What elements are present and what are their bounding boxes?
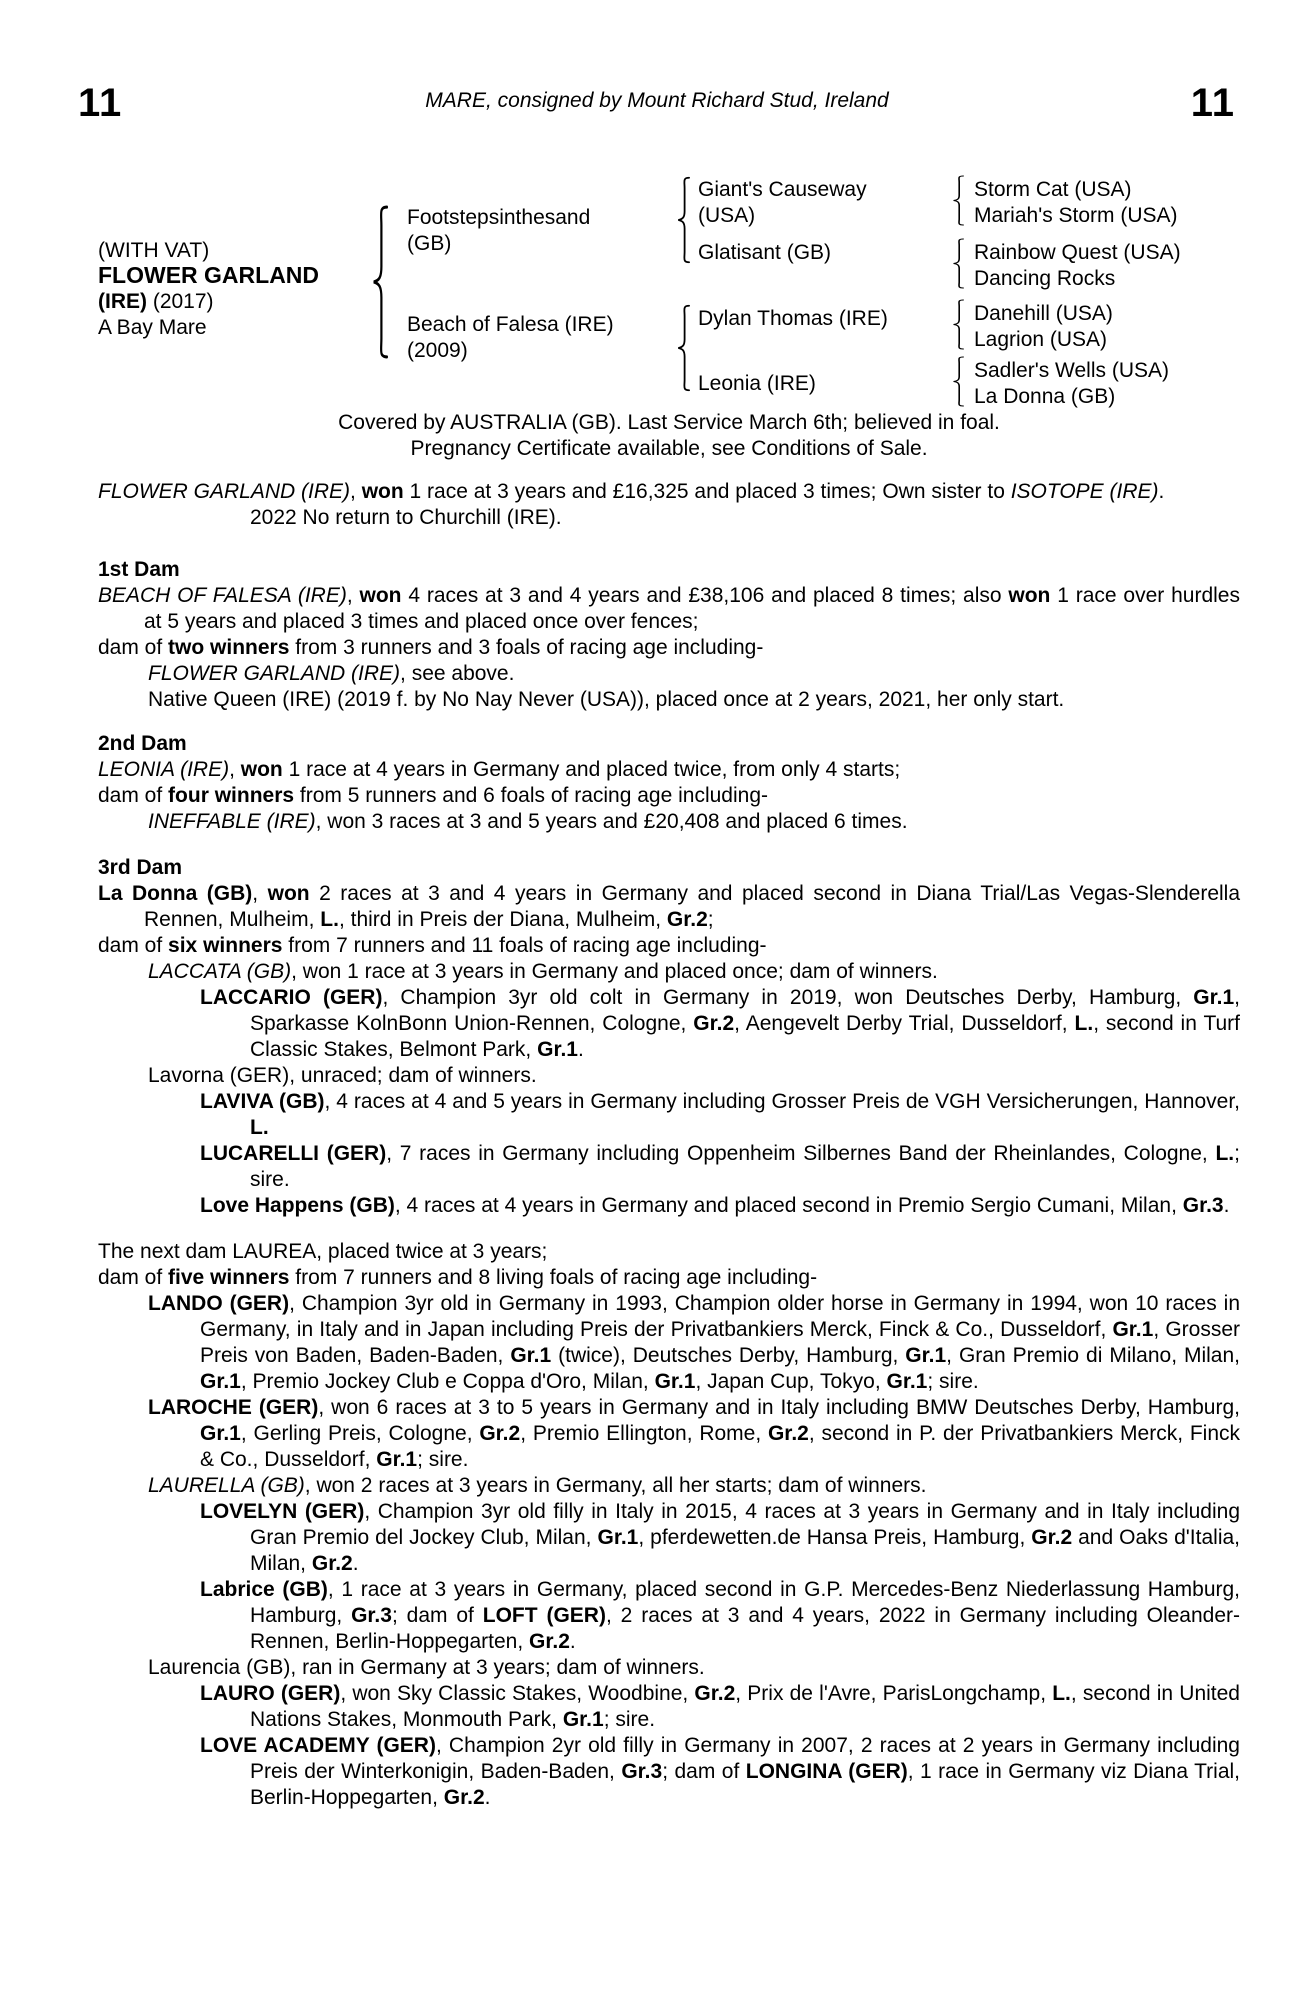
para-native-queen: Native Queen (IRE) (2019 f. by No Nay Never (USA)), placed once at 2 years, 2021, her only start. bbox=[148, 688, 1065, 711]
para-laccario: LACCARIO (GER), Champion 3yr old colt in Germany in 2019, won Deutsches Derby, Hamburg, Gr.1, Sparkasse KolnBonn Union-Rennen, Cologne, Gr.2, Aengevelt Derby Trial, Dusseldorf, L., second in Turf Classic Stakes, Belmont Park, Gr.1. bbox=[200, 986, 1241, 1061]
gg-danehill: Danehill (USA) bbox=[974, 302, 1113, 325]
lot-number-right: 11 bbox=[1190, 81, 1235, 125]
sire-dam: Glatisant (GB) bbox=[698, 241, 832, 264]
para-love-happens: Love Happens (GB), 4 races at 4 years in Germany and placed second in Premio Sergio Cumani, Milan, Gr.3. bbox=[200, 1194, 1230, 1217]
gg-la-donna: La Donna (GB) bbox=[974, 385, 1116, 408]
sire-sire-line2: (USA) bbox=[698, 204, 756, 227]
para-laurella: LAURELLA (GB), won 2 races at 3 years in Germany, all her starts; dam of winners. bbox=[148, 1474, 927, 1497]
para-laurencia: Laurencia (GB), ran in Germany at 3 years; dam of winners. bbox=[148, 1656, 705, 1679]
para-beach-of-falesa: BEACH OF FALESA (IRE), won 4 races at 3 and 4 years and £38,106 and placed 8 times; also won 1 race over hurdles at 5 years and placed 3 times and placed once over fences; bbox=[98, 584, 1240, 633]
subject-suffix-year bbox=[98, 289, 214, 315]
sire-name-line2: (GB) bbox=[407, 232, 452, 255]
subject-foaled: (2017) bbox=[147, 290, 214, 313]
para-love-academy: LOVE ACADEMY (GER), Champion 2yr old filly in Germany in 2007, 2 races at 2 years in Germany including Preis der Winterkonigin, Baden-Baden, Gr.3; dam of LONGINA (GER), 1 race in Germany viz Diana Trial, Berlin-Hoppegarten, Gr.2. bbox=[200, 1734, 1240, 1809]
para-dam2-produce-summary: dam of four winners from 5 runners and 6 foals of racing age including- bbox=[98, 784, 768, 807]
para-dam1-produce-summary: dam of two winners from 3 runners and 3 foals of racing age including- bbox=[98, 636, 764, 659]
heading-2nd-dam: 2nd Dam bbox=[98, 732, 187, 755]
para-next-dam-laurea: The next dam LAUREA, placed twice at 3 years; bbox=[98, 1240, 548, 1263]
pedigree-brace-gg2 bbox=[948, 238, 964, 289]
gg-sadlers-wells: Sadler's Wells (USA) bbox=[974, 359, 1169, 382]
pedigree-brace-sire bbox=[672, 176, 690, 264]
para-lando: LANDO (GER), Champion 3yr old in Germany in 1993, Champion older horse in Germany in 1994, won 10 races in Germany, in Italy and in Japan including Preis der Privatbankiers Merck, Finck & Co., Dusseldorf, Gr.1, Grosser Preis von Baden, Baden-Baden, Gr.1 (twice), Deutsches Derby, Hamburg, Gr.1, Gran Premio di Milano, Milan, Gr.1, Premio Jockey Club e Coppa d'Oro, Milan, Gr.1, Japan Cup, Tokyo, Gr.1; sire. bbox=[148, 1292, 1240, 1393]
para-ineffable: INEFFABLE (IRE), won 3 races at 3 and 5 years and £20,408 and placed 6 times. bbox=[148, 810, 908, 833]
para-flower-garland-see-above: FLOWER GARLAND (IRE), see above. bbox=[148, 662, 515, 685]
dam-dam: Leonia (IRE) bbox=[698, 372, 816, 395]
dam-name-line2: (2009) bbox=[407, 339, 468, 362]
subject-name: FLOWER GARLAND bbox=[98, 262, 320, 288]
sire-name-line1: Footstepsinthesand bbox=[407, 206, 591, 229]
para-labrice: Labrice (GB), 1 race at 3 years in Germany, placed second in G.P. Mercedes-Benz Niederlassung Hamburg, Hamburg, Gr.3; dam of LOFT (GER), 2 races at 3 and 4 years, 2022 in Germany including Oleander-Rennen, Berlin-Hoppegarten, Gr.2. bbox=[200, 1578, 1241, 1653]
sire-sire-line1: Giant's Causeway bbox=[698, 178, 867, 201]
para-dam3-produce-summary: dam of six winners from 7 runners and 11 foals of racing age including- bbox=[98, 934, 767, 957]
gg-storm-cat: Storm Cat (USA) bbox=[974, 178, 1132, 201]
para-laviva: LAVIVA (GB), 4 races at 4 and 5 years in Germany including Grosser Preis de VGH Versicherungen, Hannover, L. bbox=[200, 1090, 1240, 1139]
subject-suffix: (IRE) bbox=[98, 290, 147, 313]
pedigree-brace-main bbox=[366, 204, 388, 360]
gg-dancing-rocks: Dancing Rocks bbox=[974, 267, 1116, 290]
lot-number-left: 11 bbox=[78, 81, 123, 125]
dam-sire: Dylan Thomas (IRE) bbox=[698, 307, 888, 330]
para-lovelyn: LOVELYN (GER), Champion 3yr old filly in Italy in 2015, 4 races at 3 years in Germany and in Italy including Gran Premio del Jockey Club, Milan, Gr.1, pferdewetten.de Hansa Preis, Hamburg, Gr.2 and Oaks d'Italia, Milan, Gr.2. bbox=[200, 1500, 1240, 1575]
cover-note-line1: Covered by AUSTRALIA (GB). Last Service March 6th; believed in foal. bbox=[338, 411, 1000, 434]
cover-note-line2: Pregnancy Certificate available, see Conditions of Sale. bbox=[410, 437, 928, 460]
para-laroche: LAROCHE (GER), won 6 races at 3 to 5 years in Germany and in Italy including BMW Deutsches Derby, Hamburg, Gr.1, Gerling Preis, Cologne, Gr.2, Premio Ellington, Rome, Gr.2, second in P. der Privatbankiers Merck, Finck & Co., Dusseldorf, Gr.1; sire. bbox=[148, 1396, 1241, 1471]
para-lavorna: Lavorna (GER), unraced; dam of winners. bbox=[148, 1064, 537, 1087]
para-lauro: LAURO (GER), won Sky Classic Stakes, Woodbine, Gr.2, Prix de l'Avre, ParisLongchamp, L., second in United Nations Stakes, Monmouth Park, Gr.1; sire. bbox=[200, 1682, 1240, 1731]
para-leonia: LEONIA (IRE), won 1 race at 4 years in Germany and placed twice, from only 4 starts; bbox=[98, 758, 901, 781]
gg-mariahs-storm: Mariah's Storm (USA) bbox=[974, 204, 1178, 227]
para-lucarelli: LUCARELLI (GER), 7 races in Germany including Oppenheim Silbernes Band der Rheinlandes, Cologne, L.; sire. bbox=[200, 1142, 1240, 1191]
gg-rainbow-quest: Rainbow Quest (USA) bbox=[974, 241, 1181, 264]
subject-description: A Bay Mare bbox=[98, 316, 207, 339]
dam-name-line1: Beach of Falesa (IRE) bbox=[407, 313, 614, 336]
para-laurea-produce-summary: dam of five winners from 7 runners and 8 living foals of racing age including- bbox=[98, 1266, 818, 1289]
gg-lagrion: Lagrion (USA) bbox=[974, 328, 1108, 351]
heading-3rd-dam: 3rd Dam bbox=[98, 856, 183, 879]
para-laccata: LACCATA (GB), won 1 race at 3 years in Germany and placed once; dam of winners. bbox=[148, 960, 938, 983]
pedigree-brace-dam bbox=[672, 304, 690, 392]
pedigree-brace-gg3 bbox=[948, 299, 964, 350]
para-la-donna: La Donna (GB), won 2 races at 3 and 4 years in Germany and placed second in Diana Trial/Las Vegas-Slenderella Rennen, Mulheim, L., third in Preis der Diana, Mulheim, Gr.2; bbox=[98, 882, 1241, 931]
pedigree-brace-gg4 bbox=[948, 356, 964, 407]
para-covering-return-note: 2022 No return to Churchill (IRE). bbox=[250, 506, 562, 529]
pedigree-brace-gg1 bbox=[948, 175, 964, 226]
catalogue-text bbox=[98, 410, 1240, 1811]
heading-1st-dam: 1st Dam bbox=[98, 558, 180, 581]
subject-vat-note: (WITH VAT) bbox=[98, 239, 210, 262]
page-title: MARE, consigned by Mount Richard Stud, Ireland bbox=[425, 89, 889, 112]
para-subject-race-record: FLOWER GARLAND (IRE), won 1 race at 3 years and £16,325 and placed 3 times; Own sister to ISOTOPE (IRE). bbox=[98, 480, 1165, 503]
